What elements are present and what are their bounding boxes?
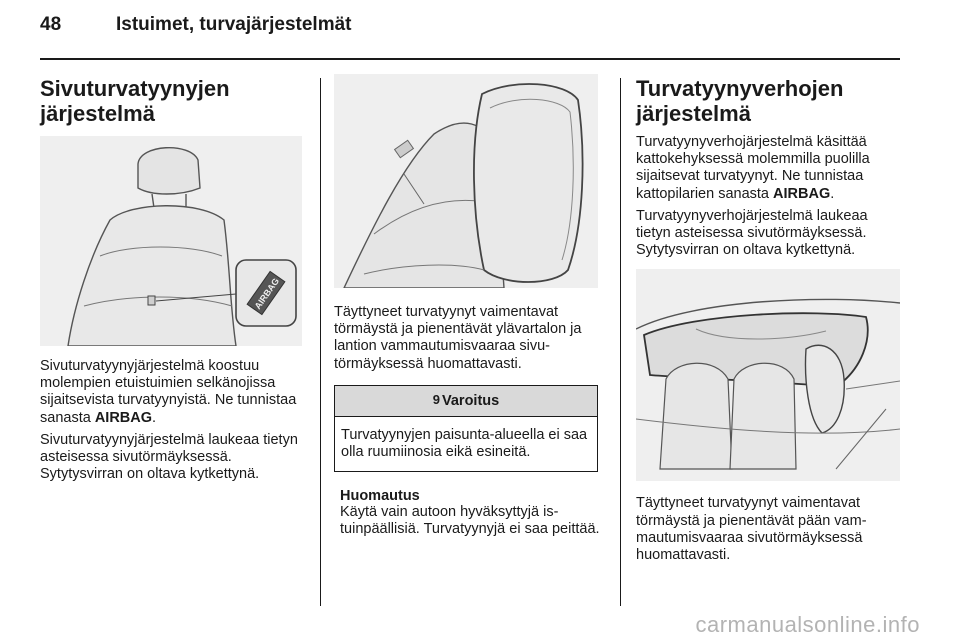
inset-airbag-label: AIRBAG [252,276,282,311]
curtain-airbag-keyword: AIRBAG [773,185,831,202]
car-interior-curtain-illustration [636,269,900,481]
curtain-airbag-figure [636,269,900,481]
airbag-keyword: AIRBAG [94,409,153,426]
seat-airbag-figure [40,136,306,346]
warning-box [334,385,598,472]
inflated-side-airbag-illustration [334,74,598,288]
note-title: Huomautus [340,488,420,505]
curtain-airbag-heading: Turvatyynyverhojen järjestelmä [636,76,844,126]
page-number: 48 [40,14,62,35]
watermark: carmanualsonline.info [695,612,920,637]
side-airbag-heading: Sivuturvatyynyjen järjestelmä [40,76,230,126]
column-side-airbag [40,76,306,488]
curtain-airbag-paragraph-3: Täyttyneet turvatyynyt vaimentavat törmäystä ja pienentävät pään vammautumisvaaraa sivutörmäyksessä huomattavasti. [636,495,867,564]
page-header [40,14,351,36]
warning-body [335,417,597,471]
warning-title: Varoitus [442,392,500,409]
column-inflated-airbag [334,74,602,544]
side-airbag-paragraph-1 [40,358,306,427]
side-airbag-paragraph-1-text: Sivuturvatyynyjärjestelmä koostuu molempien etuistuimien selkänojissa sijaitsevista turvatyynyistä. Ne tunnistaa sanasta [40,358,297,426]
warning-symbol: 9 [432,391,440,407]
column-divider-1 [320,78,321,606]
section-title: Istuimet, turvajärjestelmät [116,14,352,35]
curtain-airbag-paragraph-1 [636,134,900,203]
side-airbag-paragraph-1-end: . [152,409,157,426]
note-text: Käytä vain autoon hyväksyttyjä istuinpäällisiä. Turvatyynyjä ei saa peittää. [340,504,600,538]
warning-text: Turvatyynyjen paisunta-alueella ei saa olla ruumiinosia eikä esineitä. [341,426,588,461]
curtain-airbag-paragraph-1-end: . [830,185,835,202]
curtain-airbag-paragraph-1-text: Turvatyynyverhojärjestelmä käsittää kattokehyksessä molemmilla puolilla sijaitsevat turvatyynyt. Ne tunnistaa kattopilarien sanasta [636,134,870,202]
inflated-airbag-paragraph: Täyttyneet turvatyynyt vaimentavat törmäystä ja pienentävät ylävartalon ja lantion vammautumisvaaraa sivutörmäyksessä huomattavasti. [334,304,582,372]
seat-illustration [40,136,302,346]
header-rule [40,58,900,60]
warning-header [335,386,597,417]
column-curtain-airbag [636,76,900,569]
curtain-airbag-paragraph-2: Turvatyynyverhojärjestelmä laukeaa tietyn asteisessa sivutörmäyksessä. Sytytysvirran on oltava kytkettynä. [636,207,868,259]
side-airbag-paragraph-2: Sivuturvatyynyjärjestelmä laukeaa tietyn asteisessa sivutörmäyksessä. Sytytysvirran on oltava kytkettynä. [40,431,298,483]
inflated-airbag-figure [334,74,602,288]
column-divider-2 [620,78,621,606]
